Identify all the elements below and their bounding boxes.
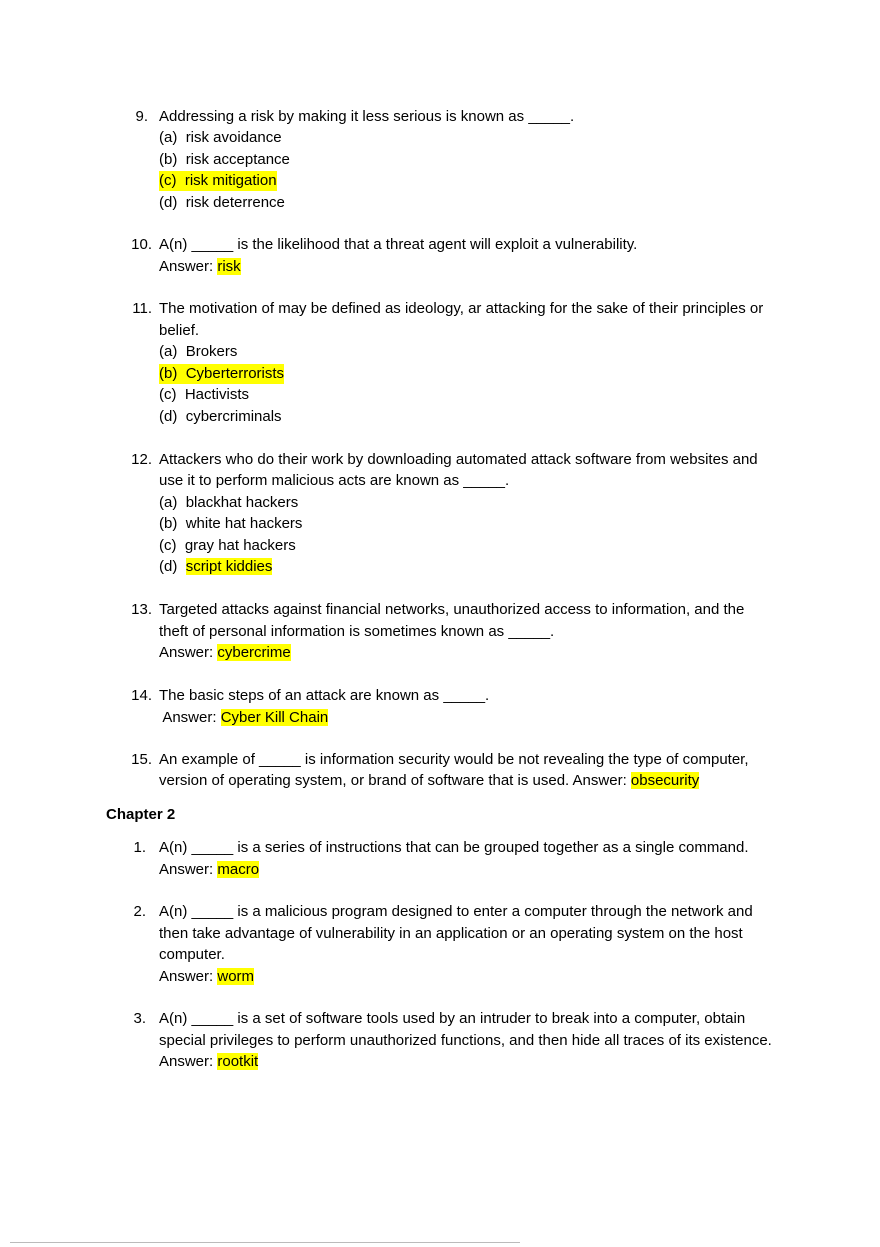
option-d [159,407,282,427]
option-label: (a) [159,343,178,360]
question-text: A(n) _____ is a series of instructions that can be grouped together as a single command. [159,839,749,856]
option-label: (a) [159,494,178,511]
answer-text: obsecurity [630,772,700,789]
answer-line [159,860,259,880]
question-text: Addressing a risk by making it less serious is known as _____. [159,108,575,125]
answer-prefix: Answer: [159,709,221,726]
option-text: risk mitigation [184,172,277,189]
option-d-correct [159,557,272,577]
question-text: A(n) _____ is the likelihood that a threat agent will exploit a vulnerability. [159,236,638,253]
question-number: 9. [135,108,148,125]
answer-line [159,257,241,277]
answer-prefix: Answer: [159,258,218,275]
option-label: (b) [159,151,178,168]
answer-text: cybercrime [217,644,291,661]
answer-text: rootkit [217,1053,259,1070]
answer-line [159,708,328,728]
question-number: 2. [133,903,146,920]
question-text: The basic steps of an attack are known as _____. [159,687,490,704]
option-text: risk deterrence [185,194,285,211]
option-label: (c) [159,386,177,403]
question-text: A(n) _____ is a malicious program designed to enter a computer through the network and [159,903,753,920]
answer-prefix: Answer: [159,1053,218,1070]
option-text: script kiddies [185,558,273,575]
question-text-cont: theft of personal information is sometimes known as _____. [159,623,555,640]
question-text: Attackers who do their work by downloading automated attack software from websites and [159,451,758,468]
question-text-cont: computer. [159,946,225,963]
option-c-correct [159,171,277,191]
option-c [159,536,296,556]
option-label: (b) [159,365,178,382]
option-label: (a) [159,129,178,146]
option-a [159,342,237,362]
option-label: (d) [159,194,178,211]
question-number: 11. [132,300,152,317]
answer-text: Cyber Kill Chain [220,709,329,726]
option-a [159,493,298,513]
question-number: 1. [133,839,146,856]
question-number: 15. [131,751,152,768]
option-text: Hactivists [184,386,250,403]
option-label: (b) [159,515,178,532]
answer-prefix: Answer: [159,861,218,878]
question-number: 14. [131,687,152,704]
answer-line [159,967,254,987]
option-text: Cyberterrorists [185,365,285,382]
question-text-cont: special privileges to perform unauthorized functions, and then hide all traces of its existence. [159,1032,772,1049]
answer-text: macro [217,861,260,878]
footer-divider [10,1242,520,1243]
question-text-cont: then take advantage of vulnerability in an application or an operating system on the host [159,925,743,942]
option-text: cybercriminals [185,408,282,425]
option-text: risk acceptance [185,151,290,168]
option-b [159,514,302,534]
option-text: blackhat hackers [185,494,299,511]
answer-line [159,1052,258,1072]
option-b-correct [159,364,284,384]
option-b [159,150,290,170]
question-number: 3. [133,1010,146,1027]
question-text-cont: belief. [159,322,200,339]
answer-prefix: Answer: [159,968,218,985]
question-text-part: version of operating system, or brand of software that is used. Answer: [159,772,631,789]
option-d [159,193,285,213]
answer-prefix: Answer: [159,644,218,661]
question-text: Targeted attacks against financial networks, unauthorized access to information, and the [159,601,745,618]
question-text: The motivation of may be defined as ideology, ar attacking for the sake of their principles or [159,300,764,317]
answer-text: worm [217,968,255,985]
answer-text: risk [217,258,241,275]
question-number: 10. [131,236,152,253]
option-text: white hat hackers [185,515,303,532]
question-number: 12. [131,451,152,468]
answer-line [159,643,291,663]
option-text: Brokers [185,343,238,360]
option-a [159,128,282,148]
chapter-heading: Chapter 2 [106,806,176,823]
question-text: An example of _____ is information security would be not revealing the type of computer, [159,751,749,768]
option-text: gray hat hackers [184,537,296,554]
option-label: (c) [159,172,177,189]
option-c [159,385,249,405]
question-text-cont: use it to perform malicious acts are known as _____. [159,472,510,489]
option-label: (c) [159,537,177,554]
question-text: A(n) _____ is a set of software tools used by an intruder to break into a computer, obtain [159,1010,746,1027]
option-label: (d) [159,558,178,575]
option-label: (d) [159,408,178,425]
question-number: 13. [131,601,152,618]
option-text: risk avoidance [185,129,282,146]
question-text-cont [159,771,699,791]
